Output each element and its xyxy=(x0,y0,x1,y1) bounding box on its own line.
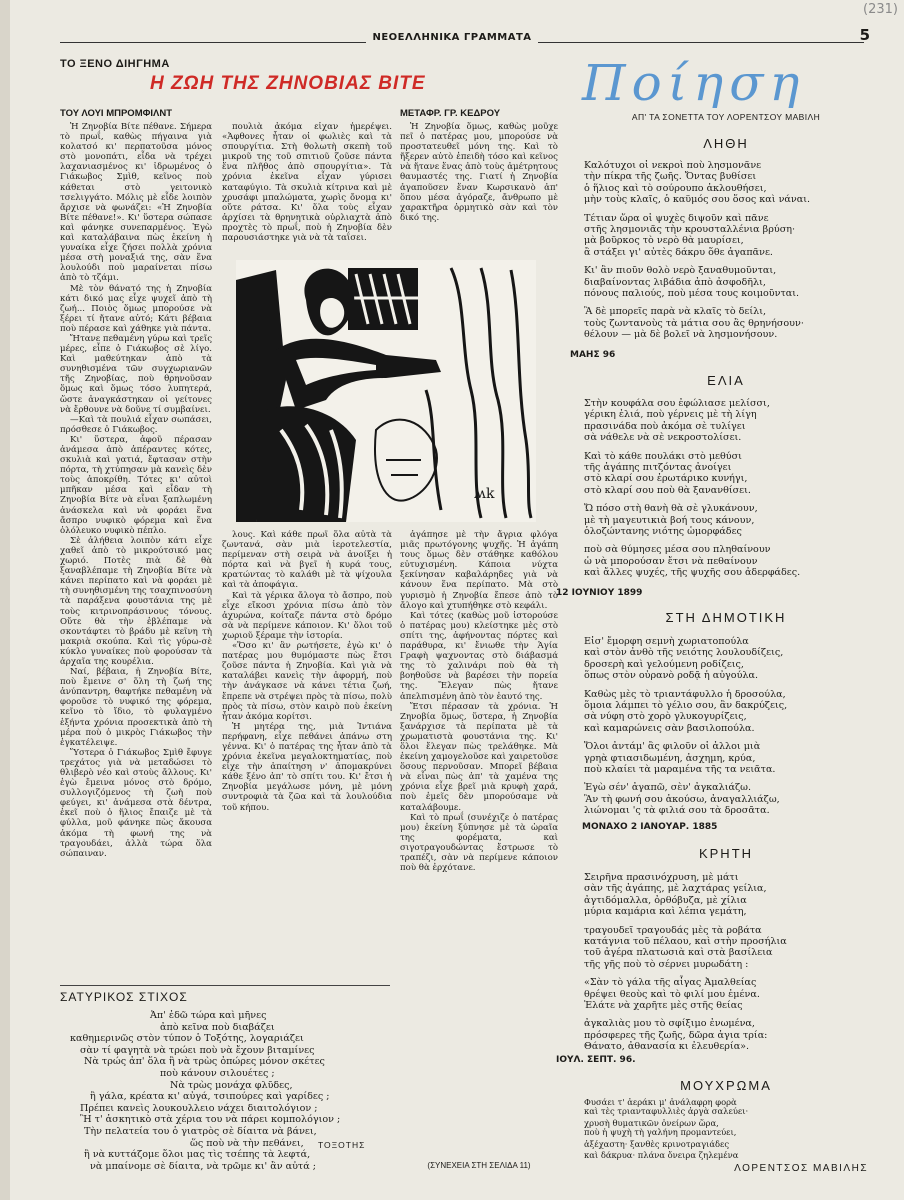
paragraph: Καὶ τότες (καθὼς μοῦ ἱστορούσε ὁ πατέρας μου) κλείστηκε μὲς στὸ σπίτι της, ἀφήνοντας πόρτες καὶ παράθυρα, κι' ἔνιωθε τὴν Ἁγία Γραφὴ ψαχνοντας στὸ διάβασμά της τὸ χαλινάρι ποὺ θὰ τὴ βοηθοῦσε νὰ βαρέσει τὴν πορεία της. Ἔλεγαν πὼς ἤτανε ἀπελπισμένη ἀπὸ τὸν ἑαυτό της. xyxy=(400,610,558,702)
poem-line: Φυσάει τ' ἀεράκι μ' ἀνάλαφρη φορὰ xyxy=(584,1097,737,1107)
poem-line: πρασινάδα ποὺ ἀκόμα σὲ τυλίγει xyxy=(584,420,746,432)
poem-elia xyxy=(584,398,884,586)
poem-date: ΜΟΝΑΧΟ 2 ΙΑΝΟΥΑΡ. 1885 xyxy=(582,822,718,832)
poem-line: ὡ νὰ μπορούσαν ἔτσι νὰ πεθαίνουν xyxy=(584,555,758,567)
poem-line: ὥς ποὺ νὰ τὴν πεθάνει, xyxy=(190,1137,304,1149)
poem-line: θέλουν — μὰ δὲ βολεῖ νὰ λησμονήσουν. xyxy=(584,329,778,341)
poem-line: ποὺ σὰ θύμησες μέσα σου πληθαίνουν xyxy=(584,544,771,556)
poem-line: μὴν τοὺς κλαῖς, ὁ καϋμός σου ὅσος καὶ νάναι. xyxy=(584,194,811,206)
continued-note: (ΣΥΝΕΧΕΙΑ ΣΤΗ ΣΕΛΙΔΑ 11) xyxy=(427,1161,531,1170)
poem-line: δροσερὴ καὶ γελούμενη ροδίζεις, xyxy=(584,658,744,670)
poem-line: ποὺ κάνουν σιλουέτες ; xyxy=(160,1067,275,1079)
poem-line: Στὴν κουφάλα σου ἐφώλιασε μελίσσι, xyxy=(584,398,770,409)
paragraph: Ἤτανε πεθαμένη γύρω καὶ τρεῖς μέρες, εἶπε ὁ Γιάκωβος σὲ λίγο. Καὶ μαθεύτηκαν ἀπὸ τὰ συνηθισμένα τῶν συγχωριανῶν τῆς Ζηνοβίας, ποὺ θρηνοῦσαν ὅμως καὶ ὅμως τόσο λυπητερά, ὥστε ἀναγκάστηκαν οἱ γείτονες νὰ ἔρθουνε νὰ δοῦνε τί συμβαίνει. xyxy=(60,333,212,415)
poem-line: καὶ στὸν ἀνθὸ τῆς νειότης λουλουδίζεις, xyxy=(584,647,784,659)
story-translator: ΜΕΤΑΦΡ. ΓΡ. ΚΕΔΡΟΥ xyxy=(400,108,501,119)
archive-stamp: (231) xyxy=(863,2,898,17)
paragraph: Καὶ τὰ γέρικα ἄλογα τὸ ἄσπρο, ποὺ εἶχε εἴκοσι χρόνια πίσω ἀπὸ τὸν ἀχυρώνα, κοίταζε πάντα στὸ δρόμο σὰ νὰ περίμενε κάποιον. Κι' ὅλοι τοῦ χωριοῦ ξέραμε τὴν ἱστορία. xyxy=(222,590,392,641)
section-divider xyxy=(60,985,390,986)
poem-line: Νὰ τρώς ἀπ' ὅλα ἢ νὰ τρὼς ὀπώρες μόνον σκέτες xyxy=(84,1056,325,1068)
poem-line: πόνους παλιούς, ποὺ μέσα τους κοιμοῦνται. xyxy=(584,288,800,300)
poem-line: τῆς ἀγάπης πιτζόντας ἀνοίγει xyxy=(584,462,732,474)
poem-line: ὁ ἥλιος καὶ τὸ σούρουπο ἀκλουθήσει, xyxy=(584,182,767,194)
paragraph: Κι' ὕστερα, ἀφοῦ πέρασαν ἀνάμεσα ἀπὸ ἀπέραντες κότες, σκυλιὰ καὶ γατιά, ἔφτασαν στὴν πόρτα, τὴ χτύπησαν μὰ κανεὶς δὲν τοὺς ἀποκρίθη. Τότες κι' αὐτοὶ μπῆκαν μέσα καὶ εἶδαν τὴ Ζηνοβία Βίτε νὰ εἶναι ξαπλωμένη ἀνάσκελα καὶ νὰ φοράει ἕνα ἄσπρο νυφικὸ φόρεμα καὶ ἕνα ὁλόλευκο νυφικὸ πέπλο. xyxy=(60,434,212,536)
poem-line: Καθὼς μὲς τὸ τριαντάφυλλο ἡ δροσούλα, xyxy=(584,688,786,700)
poem-line: Ὤ πόσο στὴ θανὴ θὰ σὲ γλυκάνουν, xyxy=(584,503,758,515)
poem-line: Νὰ τρὼς μονάχα φλῦδες, xyxy=(170,1079,293,1091)
poem-line: Σειρῆνα πρασινόχρυση, μὲ μάτι xyxy=(584,872,739,883)
poem-line: μὲ τὴ μαγευτικιὰ βοή τους κάνουν, xyxy=(584,514,755,526)
poem-line: ἢ νὰ κυττάζομε ὅλοι μας τὶς τσέπης τὰ λεφτά, xyxy=(84,1149,311,1161)
poem-line: Ἐλάτε νὰ χαρῆτε μὲς στῆς θείας xyxy=(584,1000,743,1012)
poem-line: τοῦ ἀγέρα πλατωσιὰ καὶ στὰ βασίλεια xyxy=(584,947,773,959)
poem-title: ΕΛΙΑ xyxy=(707,373,745,388)
poem-line: μύρια καμάρια καὶ λέπια γεμάτη, xyxy=(584,906,747,918)
paragraph: Ἡ Ζηνοβία Βίτε πέθανε. Σήμερα τὸ πρωΐ, καθὼς πήγαινα γιὰ κολατσό κι' περπατοῦσα μόνος στὸ μονοπάτι, εἶδα νὰ τρέχει λαχανιασμένος κι' ἱδρωμένος ὁ Γιάκωβος Σμὶθ, κεῖνος ποὺ κάθεται στὸ γειτονικὸ τσελιγγάτο. Μόλις μὲ εἶδε λοιπὸν ἄρχισε νὰ φωνάζει: «Ἡ Ζηνοβία Βίτε πέθανε!». Κι' ὕστερα σώπασε καὶ φάνηκε συνεπαρμένος. Ἐγὼ καὶ καταλάβαινα πὼς ἐκείνη ἡ γυναίκα εἶχε ζήσει πολλὰ χρόνια μέσα στὴ μοναξιά της, σὰν ἕνα λουλούδι ποὺ μαραίνεται πίσω ἀπὸ τὸ τζάμι. xyxy=(60,122,212,284)
poem-line: πρόσφερες τῆς ζωῆς, δῶρα ἀγια τρία: xyxy=(584,1029,768,1041)
page-header xyxy=(0,28,904,50)
binding-edge xyxy=(0,0,10,1200)
poem-line: ἀγκαλιὰς μου τὸ σφίξιμο ἐνωμένα, xyxy=(584,1018,755,1030)
poem-date: ΜΑΗΣ 96 xyxy=(570,350,616,360)
poem-line: σὰ νύφη στὸ χορὸ γλυκογυρίζεις, xyxy=(584,711,747,723)
poem-line: καὶ δάκρυα· πλάνα ὄνειρα ζηλεμένα xyxy=(584,1150,739,1161)
story-column-1 xyxy=(60,122,212,982)
poem-line: καὶ τὲς τριανταφυλλιὲς ἀργὰ σαλεύει· xyxy=(584,1106,749,1117)
poem-line: ποὺ κλαίει τὰ μαραμένα τῆς τα νειᾶτα. xyxy=(584,764,776,776)
poem-line: στὸ κλαρί σου ποὺ θὰ ξανανθίσει. xyxy=(584,484,751,496)
poem-line: στῆς λησμονιᾶς τὴν κρουσταλλένια βρύση· xyxy=(584,224,796,236)
story-author: ΤΟΥ ΛΟΥΙ ΜΠΡΟΜΦΙΛΝΤ xyxy=(60,108,173,119)
poem-line: ὅμοια λάμπει τὸ γέλιο σου, ἂν δακρύζεις, xyxy=(584,700,788,712)
poem-line: χρυσὴ θυματικῶν ὀνείρων ὥρα, xyxy=(584,1117,719,1128)
poem-line: τραγουδεῖ τραγουδάς μὲς τὰ ροβάτα xyxy=(584,924,762,936)
poem-line: καθημερινῶς στὸν τύπον ὁ Τοξότης, λογαριάζει xyxy=(70,1033,304,1045)
poem-title: ΛΗΘΗ xyxy=(703,136,749,151)
paragraph: Ναί, βέβαια, ἡ Ζηνοβία Βίτε, ποὺ ἔμεινε σ' ὅλη τὴ ζωή της ἀνύπαντρη, θαφτήκε πεθαμένη νὰ φοροῦσε τὸ νυφικό της φόρεμα, κεῖνο τὸ ἴδιο, τὸ φυλαγμένο ἑξήντα χρόνια προσεκτικὰ ἀπὸ τὴ μέρα ποὺ ὁ μικρὸς Γιάκωβος τὴν ἐγκατέλειψε. xyxy=(60,667,212,748)
paragraph: —Καὶ τὰ πουλιά εἶχαν σωπάσει, πρόσθεσε ὁ Γιάκωβος. xyxy=(60,414,212,435)
poem-line: Ὅλοι ἀντάμ' ἂς φιλοῦν οἱ ἀλλοι μιὰ xyxy=(584,741,761,753)
poem-line: γρηὰ φτιασιδωμένη, ἀσχημη, κρύα, xyxy=(584,752,756,764)
poem-line: Πρέπει κανεὶς λουκουλλειο νάχει διαιτολόγιον ; xyxy=(80,1102,318,1114)
poem-line: σὰν τῆς ἀγάπης, μὲ λαχτάρας γείλια, xyxy=(584,883,767,895)
poem-sti-dimotiki xyxy=(584,636,884,824)
paragraph: ἀγάπησε μὲ τὴν ἄγρια φλόγα μιᾶς πρωτόγονης ψυχῆς. Ἡ ἀγάπη τους ὅμως δὲν στάθηκε καθόλου εὐτυχισμένη. Κάποια νύχτα ξεκίνησαν καβαλάρηδες γιὰ νὰ κάνουν ἕνα περίπατο. Μὰ στὸ γυρισμὸ ἡ Ζηνοβία ἔπεσε ἀπὸ τὸ ἄλογο καὶ χτυπήθηκε στὸ κεφάλι. xyxy=(400,530,558,611)
poem-line: νὰ μπαίνομε σὲ δίαιτα, νὰ τρῶμε κι' ἂν αὐτά ; xyxy=(90,1160,316,1172)
paragraph: Σὲ ἀλήθεια λοιπὸν κάτι εἶχε χαθεῖ ἀπὸ τὸ μικρούτσικό μας χωριό. Ποτὲς πιὰ δὲ θὰ ξαναβλέπαμε τὴ Ζηνοβία Βίτε νὰ κάνει περίπατο καὶ νὰ φοράει μὲ τὴ συνηθισμένη της τσαχπινοσύνη τὰ παράξενα φουστάνια της μὲ τοὺς κιτρινοπράσινους τόνους. Οὔτε θὰ τὴν ἐβλέπαμε νὰ σκοντάφτει τὸ βράδυ μὲ κεῖνη τὴ μακριὰ σκούπα. Καὶ τὶς γύρω-σὲ κύκλο γυναίκες ποὺ φορούσαν τὰ ἀρχαῖα της κουρέλια. xyxy=(60,535,212,667)
poem-lithi xyxy=(584,160,884,348)
poem-line: Ἀπ' ἐδῶ τώρα καὶ μῆνες xyxy=(150,1010,267,1021)
poem-title: ΜΟΥΧΡΩΜΑ xyxy=(680,1078,772,1093)
satire-author: ΤΟΞΟΤΗΣ xyxy=(318,1140,366,1150)
poem-date: ΙΟΥΛ. ΣΕΠΤ. 96. xyxy=(556,1055,636,1065)
poem-line: Ἂ δὲ μπορεῖς παρὰ νὰ κλαῖς τὸ δείλι, xyxy=(584,306,767,318)
poem-line: Εἰσ' ἔμορφη σεμνὴ χωριατοπούλα xyxy=(584,636,749,647)
paragraph: Ἡ Ζηνοβία ὅμως, καθὼς μοῦχε πεῖ ὁ πατέρας μου, μπορούσε νὰ προστατευθεῖ μόνη της. Καὶ τὸ ἤξερεν αὐτὸ ἐπειδὴ τόσο καὶ κεῖνος νὰ ἤτανε ἕνας ἀπὸ τοὺς ἀμέτρητους θαυμαστές της. Γιατί ἡ Ζηνοβία ἀγαποῦσεν ἕναν Κωρσικανὸ ἀπ' ὅπου μέσα ἀγόραζε, ἄνθρωπο μὲ χαρακτῆρα ὁρμητικὸ σὰν καὶ τὸν δικό της. xyxy=(400,122,558,223)
poem-line: τῆς γῆς ποὺ τὸ σέρνει μυρωδάτη : xyxy=(584,958,749,970)
poem-line: καὶ καμαρώνεις σὰν βασιλοπούλα. xyxy=(584,722,755,734)
poem-line: Ἂν τὴ φωνή σου ἀκούσω, ἀναγαλλιάζω, xyxy=(584,793,780,805)
poem-line: τὴν πίκρα τῆς ζωῆς. Ὄντας βυθίσει xyxy=(584,171,757,183)
poem-line: ὁλοζώντανης νιότης ὡμορφάδες xyxy=(584,526,742,538)
poem-mouchroma xyxy=(584,1098,884,1160)
poem-line: μὰ βοῦρκος τὸ νερὸ θὰ μαυρίσει, xyxy=(584,235,744,247)
poem-line: Θάνατο, ἀθανασία κι ἐλευθερία». xyxy=(584,1041,750,1053)
poem-line: καὶ ἄλλες ψυχές, τῆς ψυχῆς σου ἀδερφάδες. xyxy=(584,567,801,579)
poem-line: Κι' ἂν πιοῦν θολὸ νερὸ ξαναθυμοῦνται, xyxy=(584,265,777,277)
poem-line: Τέτιαν ὥρα οἱ ψυχὲς διψοῦν καὶ πᾶνε xyxy=(584,212,769,224)
poem-kriti xyxy=(584,872,884,1060)
poem-line: Ἢ τ' ἀσκητικὸ στὰ χέρια του νὰ πάρει κομπολόγιον ; xyxy=(80,1114,341,1126)
poem-line: Ἐγὼ σέν' ἀγαπῶ, σὲν' ἀγκαλιάζω. xyxy=(584,782,752,794)
paragraph: Μὲ τὸν θάνατό της ἡ Ζηνοβία κάτι δικό μας εἶχε ψυχεῖ ἀπὸ τὴ ζωή... Ποιὸς ὅμως μπορούσε νὰ ξέρει τί ἤτανε αὐτό; Κάτι βέβαια ποὺ πέρασε καὶ χάθηκε γιὰ πάντα. xyxy=(60,283,212,334)
satire-title: ΣΑΤΥΡΙΚΟΣ ΣΤΙΧΟΣ xyxy=(60,990,188,1004)
story-title: Η ΖΩΗ ΤΗΣ ΖΗΝΟΒΙΑΣ ΒΙΤΕ xyxy=(150,73,426,94)
story-column-3-bottom xyxy=(400,530,558,1152)
poem-date: 12 ΙΟΥΝΙΟΥ 1899 xyxy=(556,588,643,598)
poem-line: διαβαίνοντας λιβάδια ἀπὸ ἀσφοδῆλι, xyxy=(584,276,766,288)
woodcut-illustration xyxy=(236,260,536,522)
page-number: 5 xyxy=(859,26,870,44)
paragraph: Ἡ μητέρα της, μιὰ Ἰντιάνα περήφανη, εἶχε πεθάνει ἀπάνω στη γέννα. Κι' ὁ πατέρας της ἦταν ἀπὸ τὰ χρόνια ἐκεῖνα μεγαλοκτηματίας, ποὺ εἶχε τὴν ἀπαίτηση ν' ἀπομακρύνει κάθε ξένο ἀπ' τὸ σπίτι του. Κι' ἔτσι ἡ Ζηνοβία μεγάλωσε μόνη, μὲ μόνη συντροφιὰ τὰ ζῶα καὶ τὰ λουλούδια τοῦ κήπου. xyxy=(222,721,392,813)
poem-title: ΣΤΗ ΔΗΜΟΤΙΚΗ xyxy=(665,610,787,625)
poem-line: ποὺ ἡ ψυχὴ τὴ γαλήνη προμαντεύει, xyxy=(584,1127,737,1138)
poetry-section-title xyxy=(572,56,892,112)
poetry-script-title: Ποίηση xyxy=(582,56,806,108)
poem-line: γέρικη ἐλιά, ποὺ γέρνεις μὲ τὴ λίγη xyxy=(584,409,757,421)
poem-line: σὰ νάθελε νὰ σὲ νεκροστολίσει. xyxy=(584,432,742,444)
paragraph: Ἔτσι πέρασαν τὰ χρόνια. Ἡ Ζηνοβία ὅμως, ὕστερα, ἡ Ζηνοβία ξανάρχισε τὰ περίπατα μὲ τὰ χρωματιστὰ φουστάνια της. Κι' ὅλοι ἔλεγαν πὼς τρελάθηκε. Μὰ ἐκείνη χαμογελοῦσε καὶ χαιρετοῦσε ὅσους περνοῦσαν. Μπορεῖ βέβαια νὰ εἶναι πὼς ἀπ' τὰ χαμένα της χρόνια εἶχε βρεῖ μιὰ κρυφὴ χαρά, ποὺ ἐμεῖς δὲν μπορούσαμε νὰ καταλάβουμε. xyxy=(400,701,558,813)
poem-line: ἀπὸ κεῖνα ποὺ διαβάζει xyxy=(160,1021,275,1033)
poem-line: ἀξέχαστη· ξανθὲς κρινοτραγιάδες xyxy=(584,1138,730,1149)
story-column-3-top xyxy=(400,122,558,262)
poem-line: ὅπως στὸν οὐρανὸ ροδᾷ ἡ αὐγούλα. xyxy=(584,670,759,682)
svg-text:ʍk: ʍk xyxy=(474,486,495,502)
poet-name: ΛΟΡΕΝΤΣΟΣ ΜΑΒΙΛΗΣ xyxy=(734,1163,868,1174)
poem-line: λιώνομαι 'ς τὰ φιλιά σου τὰ δροσᾶτα. xyxy=(584,805,770,817)
poem-line: Καλότυχοι οἱ νεκροὶ ποὺ λησμονᾶνε xyxy=(584,160,762,171)
story-category: ΤΟ ΞΕΝΟ ΔΙΗΓΗΜΑ xyxy=(60,58,170,70)
journal-name: ΝΕΟΕΛΛΗΝΙΚΑ ΓΡΑΜΜΑΤΑ xyxy=(366,32,537,43)
paragraph: Ὕστερα ὁ Γιάκωβος Σμὶθ ἔφυγε τρεχάτος γιὰ νὰ μεταδώσει τὸ θλιβερὸ νέο καὶ στοὺς ἄλλους. Κι' ἐγὼ ἔμεινα μόνος στὸ δρόμο, συλλογιζόμενος τὴ ζωὴ ποὺ φεύγει, κι' ἀνάμεσα στὰ δέντρα, ἐκεῖ ποὺ ὁ ἥλιος ἔπαιζε μὲ τὰ φύλλα, μοῦ φάνηκε πὼς ἄκουσα ἀκόμα τὴ φωνή της νὰ τραγουδάει, ἀλλὰ τώρα ὅλα σώπαιναν. xyxy=(60,747,212,859)
story-column-2-bottom xyxy=(222,530,392,982)
poem-line: «Σὰν τὸ γάλα τῆς αἶγας Ἀμαλθείας xyxy=(584,977,757,989)
poem-line: Τὴν πελατεία του ὁ γιατρὸς σὲ δίαιτα νὰ βάνει, xyxy=(84,1125,317,1137)
poem-line: σὰν τί φαγητὰ νὰ τρώει ποὺ νὰ ἔχουν βιταμίνες xyxy=(80,1044,315,1056)
poem-line: ἢ γάλα, κρέατα κι' αὐγά, τσιπούρες καὶ γαρίδες ; xyxy=(90,1091,330,1103)
paragraph: «Ὅσο κι' ἂν ρωτήσετε, ἐγὼ κι' ὁ πατέρας μου θυμόμαστε πὼς ἔτσι ζοῦσε πάντα ἡ Ζηνοβία. Καὶ γιὰ νὰ καταλάβει κανεὶς τὴν ἀφορμή, ποὺ τὴν ἀνάγκασε νὰ κάνει τέτια ζωή, ἔπρεπε νὰ στρέψει πρὸς τὰ πίσω, πολὺ πρὸς τὰ πίσω, στὸν καιρὸ ποὺ ἐκείνη ἦταν ἀκόμα κορίτσι. xyxy=(222,641,392,722)
poem-line: ἂ στάξει γι' αὐτὲς δάκρυ ὅθε ἀγαπᾶνε. xyxy=(584,246,773,258)
poem-line: ἀγτιδόμαλλα, ὀρθόβυζα, μὲ χίλια xyxy=(584,894,747,906)
poetry-subtitle: ΑΠ' ΤΑ ΣΟΝΕΤΤΑ ΤΟΥ ΛΟΡΕΝΤΣΟΥ ΜΑΒΙΛΗ xyxy=(631,112,821,122)
paragraph: λους. Καὶ κάθε πρωΐ ὅλα αὐτὰ τὰ ζωντανά, σὰν μιὰ ἱεροτελεστία, περίμεναν στὴ σειρὰ νὰ ἀνοίξει ἡ πόρτα καὶ νὰ βγεῖ ἡ κυρά τους, κρατώντας τὸ καλάθι μὲ τὰ ψίχουλα καὶ τὰ ἀποφάγια. xyxy=(222,530,392,591)
story-column-2-top xyxy=(222,122,392,262)
poem-line: θρέψει θεοὺς καὶ τὸ φιλί μου ἐμένα. xyxy=(584,988,760,1000)
poem-line: στὸ κλαρί σου ἐρωτάρικο κυνήγι, xyxy=(584,473,748,485)
poem-line: τοὺς ζωντανοὺς τὰ μάτια σου ἂς θρηνήσουν· xyxy=(584,317,804,329)
paragraph: πουλιὰ ἀκόμα εἶχαν ἡμερέψει. «Ἀφθονες ἦταν οἱ φωλιὲς καὶ τὰ σπουργίτια. Στὴ θολωτὴ σκεπὴ τοῦ μικροῦ της τοῦ σπιτιοῦ ζοῦσε πάντα ἕνα πλῆθος ἀπὸ σπουργίτια». Τὰ χρόνια ἐκεῖνα εἶχαν γύρισει καταφύγιο. Τὰ σκυλιὰ κίτρινα καὶ μὲ χρυσάφι μπαλώματα, χωρὶς ὄνομα κι' οὔτε ράτσα. Κι' ὅλα τοὺς εἶχαν ἀρχίσει τὰ θρηνητικὰ οὐρλιαχτὰ ἀπὸ προχτὲς τὸ πρωΐ, ποὺ ἡ Ζηνοβία δὲν παρουσιάστηκε γιὰ νὰ τὰ ταΐσει. xyxy=(222,122,392,244)
poem-title: ΚΡΗΤΗ xyxy=(698,846,754,861)
poem-line: κατάγνια τοῦ πέλαου, καὶ στὴν προσήλια xyxy=(584,936,787,948)
poem-line: Καὶ τὸ κάθε πουλάκι στὸ μεθύσι xyxy=(584,450,742,462)
paragraph: Καὶ τὸ πρωΐ (συνέχιζε ὁ πατέρας μου) ἐκείνη ξύπνησε μὲ τὰ ὡραῖα της φορέματα, καὶ σιγοτραγουδώντας ἔστρωσε τὸ τραπέζι, σὰν νὰ περίμενε κάποιον ποὺ θὰ ἐρχότανε. xyxy=(400,812,558,874)
